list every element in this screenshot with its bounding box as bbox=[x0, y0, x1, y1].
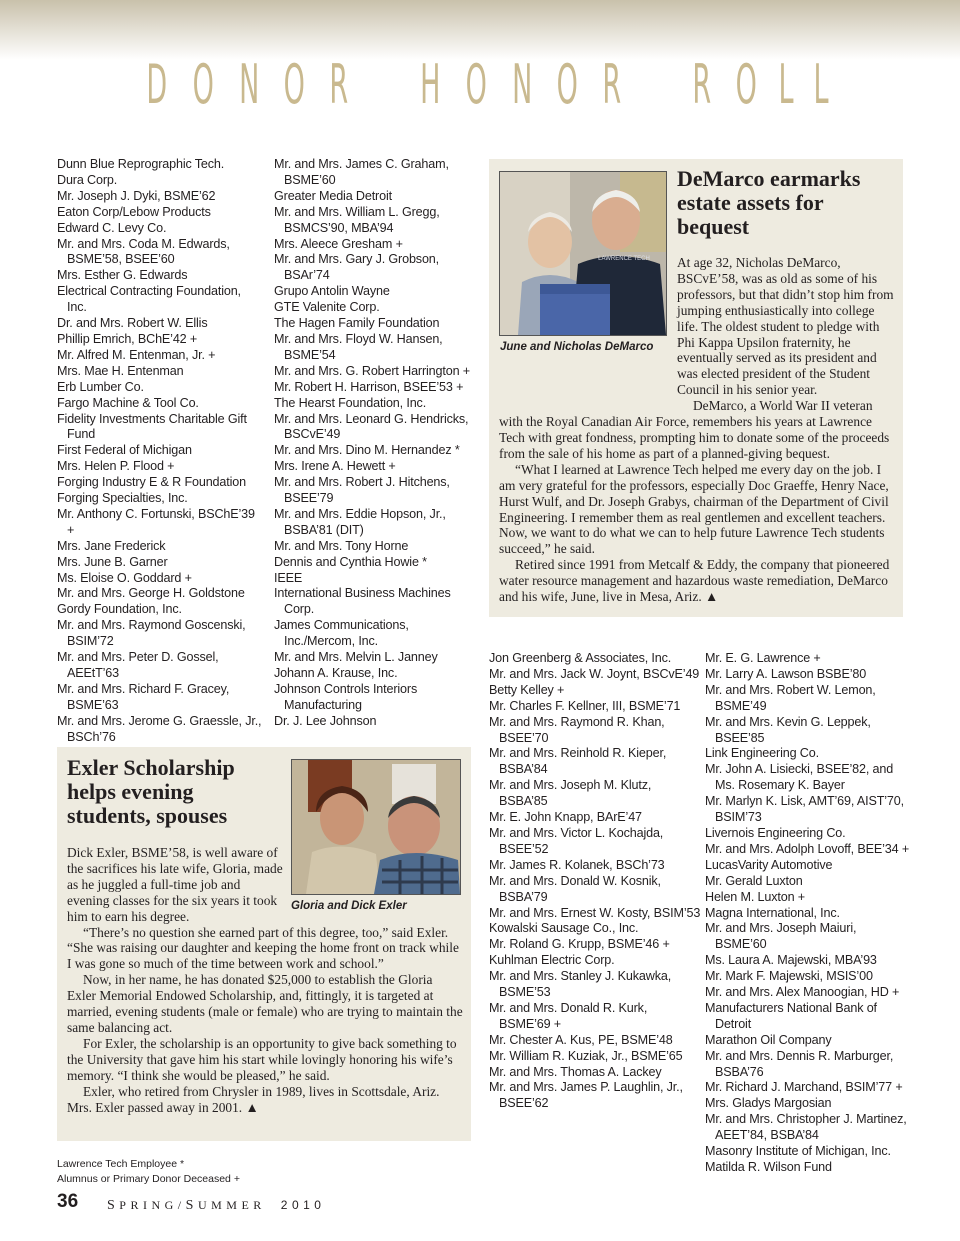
donor-name: Mr. Alfred M. Entenman, Jr. + bbox=[57, 347, 216, 362]
donor-name: Mr. Anthony C. Fortunski, BSChE’39 + bbox=[57, 506, 255, 537]
donor-name: Livernois Engineering Co. bbox=[705, 825, 846, 840]
title-letter: L bbox=[813, 52, 829, 116]
donor-name: Mr. Roland G. Krupp, BSME’46 + bbox=[489, 937, 670, 952]
donor-name: Marathon Oil Company bbox=[705, 1032, 832, 1047]
donor-name: Mr. and Mrs. James P. Laughlin, Jr., BSEE’62 bbox=[489, 1080, 683, 1111]
donor-name: Fargo Machine & Tool Co. bbox=[57, 395, 199, 410]
demarco-paragraph-2: DeMarco, a World War II veteran with the Royal Canadian Air Force, remembers his years at Lawrence Tech with great fondness, prompting him to donate some of the proceeds from the sale of his home as part of a planned-giving bequest. bbox=[499, 398, 890, 461]
donor-name: Mr. and Mrs. Raymond R. Khan, BSEE’70 bbox=[489, 714, 665, 745]
donor-name: International Business Machines Corp. bbox=[274, 586, 451, 617]
donor-name: IEEE bbox=[274, 570, 303, 585]
donor-name: Ms. Laura A. Majewski, MBA’93 bbox=[705, 953, 877, 968]
exler-paragraph-3: Now, in her name, he has donated $25,000 to establish the Gloria Exler Memorial Endowed Scholarship, and, fittingly, it is targeted at married, evening students (male or female) who are trying to maintain the same balancing act. bbox=[67, 972, 463, 1035]
donor-name: The Hagen Family Foundation bbox=[274, 316, 440, 331]
donor-name: Mr. and Mrs. Leonard G. Hendricks, BSCvE’49 bbox=[274, 411, 469, 442]
issue-label bbox=[107, 1198, 325, 1214]
title-letter: R bbox=[602, 52, 622, 116]
donor-name: Helen M. Luxton + bbox=[705, 889, 806, 904]
donor-name: Mr. and Mrs. Adolph Lovoff, BEE’34 + bbox=[705, 841, 910, 856]
header-band bbox=[0, 0, 960, 60]
donor-name: Matilda R. Wilson Fund bbox=[705, 1160, 832, 1174]
donor-name: Dunn Blue Reprographic Tech. bbox=[57, 157, 225, 171]
donor-name: Mr. and Mrs. Christopher J. Martinez, AEET’84, BSBA’84 bbox=[705, 1112, 907, 1143]
donor-name: Mr. E. G. Lawrence + bbox=[705, 651, 821, 665]
donor-name: Link Engineering Co. bbox=[705, 746, 819, 761]
donor-column-2 bbox=[274, 157, 479, 730]
title-letter: L bbox=[778, 52, 795, 116]
donor-name: Jon Greenberg & Associates, Inc. bbox=[489, 651, 672, 665]
symbol-legend bbox=[57, 1157, 240, 1187]
donor-name: Eaton Corp/Lebow Products bbox=[57, 204, 211, 219]
donor-name: Mr. and Mrs. Melvin L. Janney bbox=[274, 650, 438, 665]
demarco-paragraph-4: Retired since 1991 from Metcalf & Eddy, the company that pioneered water resource management and hazardous waste remediation, DeMarco and his wife, June, live in Mesa, Ariz. ▲ bbox=[499, 557, 890, 605]
donor-column-1 bbox=[57, 157, 262, 746]
donor-name: Mrs. Jane Frederick bbox=[57, 538, 166, 553]
donor-name: Forging Industry E & R Foundation bbox=[57, 475, 246, 490]
donor-name: Phillip Emrich, BChE’42 + bbox=[57, 331, 198, 346]
donor-name: Mr. Chester A. Kus, PE, BSME’48 bbox=[489, 1032, 673, 1047]
issue-year: 2010 bbox=[280, 1198, 326, 1212]
donor-name: Mr. James R. Kolanek, BSCh’73 bbox=[489, 857, 665, 872]
donor-column-3 bbox=[489, 651, 701, 1112]
exler-story-box bbox=[57, 747, 471, 1141]
exler-wrap-spacer bbox=[283, 845, 463, 917]
exler-story-text bbox=[67, 845, 463, 1115]
donor-name: Mrs. Gladys Margosian bbox=[705, 1096, 832, 1111]
donor-name: Mr. and Mrs. Jack W. Joynt, BSCvE’49 bbox=[489, 666, 700, 681]
donor-name: Mr. and Mrs. Stanley J. Kukawka, BSME’53 bbox=[489, 969, 672, 1000]
title-letter: O bbox=[283, 52, 306, 116]
donor-name: Mrs. Aleece Gresham + bbox=[274, 236, 403, 251]
demarco-paragraph-1: At age 32, Nicholas DeMarco, BSCvE’58, was as old as some of his professors, but that didn’t stop him from jumping enthusiastically into college life. The oldest student to pledge with Phi Kappa Upsilon fraternity, he eventually served as its president and was elected president of the Student Council in his senior year. bbox=[677, 255, 894, 398]
donor-name: Masonry Institute of Michigan, Inc. bbox=[705, 1144, 891, 1159]
donor-name: Kowalski Sausage Co., Inc. bbox=[489, 921, 639, 936]
donor-name: Mr. and Mrs. James C. Graham, BSME’60 bbox=[274, 157, 449, 187]
donor-name: First Federal of Michigan bbox=[57, 443, 192, 458]
donor-name: Fidelity Investments Charitable Gift Fund bbox=[57, 411, 247, 442]
donor-name: Grupo Antolin Wayne bbox=[274, 284, 390, 299]
donor-name: Mrs. June B. Garner bbox=[57, 554, 168, 569]
title-letter: O bbox=[556, 52, 579, 116]
donor-name: LucasVarity Automotive bbox=[705, 857, 833, 872]
donor-name: Mr. and Mrs. Robert W. Lemon, BSME’49 bbox=[705, 682, 876, 713]
donor-name: The Hearst Foundation, Inc. bbox=[274, 395, 427, 410]
donor-name: Mr. and Mrs. Victor L. Kochajda, BSEE’52 bbox=[489, 825, 664, 856]
donor-name: James Communications, Inc./Mercom, Inc. bbox=[274, 618, 409, 649]
donor-name: Mr. and Mrs. Reinhold R. Kieper, BSBA’84 bbox=[489, 746, 667, 777]
donor-name: Mr. and Mrs. George H. Goldstone bbox=[57, 586, 245, 601]
donor-column-4 bbox=[705, 651, 910, 1176]
donor-name: Manufacturers National Bank of Detroit bbox=[705, 1000, 877, 1031]
donor-name: Mr. and Mrs. Jerome G. Graessle, Jr., BSCh’76 bbox=[57, 713, 262, 744]
donor-name: Mr. Joseph J. Dyki, BSME’62 bbox=[57, 188, 216, 203]
donor-name: Mr. and Mrs. Raymond Goscenski, BSIM’72 bbox=[57, 618, 246, 649]
exler-paragraph-5: Exler, who retired from Chrysler in 1989, lives in Scottsdale, Ariz. Mrs. Exler passed away in 2001. ▲ bbox=[67, 1083, 440, 1115]
donor-name: Edward C. Levy Co. bbox=[57, 220, 167, 235]
donor-name: Mr. Larry A. Lawson BSBE’80 bbox=[705, 666, 867, 681]
issue-word-1: PRING/ bbox=[119, 1198, 186, 1212]
issue-initial-1: S bbox=[107, 1198, 120, 1213]
donor-name: Mr. and Mrs. Joseph Maiuri, BSME’60 bbox=[705, 921, 857, 952]
exler-caption: Gloria and Dick Exler bbox=[291, 900, 407, 912]
donor-name: Mr. Mark F. Majewski, MSIS’00 bbox=[705, 969, 873, 984]
donor-name: Mr. Gerald Luxton bbox=[705, 873, 803, 888]
donor-name: Mr. and Mrs. William L. Gregg, BSMCS’90, MBA’94 bbox=[274, 204, 440, 235]
demarco-story-box bbox=[489, 159, 903, 617]
title-letter: R bbox=[692, 52, 712, 116]
title-letter: O bbox=[192, 52, 214, 116]
donor-name: Dr. and Mrs. Robert W. Ellis bbox=[57, 316, 208, 331]
legend-deceased: Alumnus or Primary Donor Deceased + bbox=[57, 1173, 240, 1185]
donor-name: Mrs. Mae H. Entenman bbox=[57, 363, 184, 378]
page-number: 36 bbox=[57, 1191, 79, 1212]
donor-name: Johann A. Krause, Inc. bbox=[274, 666, 398, 680]
donor-name: Kuhlman Electric Corp. bbox=[489, 953, 615, 968]
demarco-paragraph-3: “What I learned at Lawrence Tech helped me every day on the job. I am very grateful for the professors, especially Doc Graeffe, Henry Nace, Hurst Wulf, and Dr. Joseph Grabys, chairman of the Department of Civil Engineering. I remember them as real gentlemen and excellent teachers. Now, we want to do what we can to help future Lawrence Tech students succeed,” he said. bbox=[499, 461, 889, 557]
donor-name: Mr. and Mrs. Gary J. Grobson, BSAr’74 bbox=[274, 252, 440, 283]
title-letter: O bbox=[465, 52, 487, 116]
donor-name: Mr. and Mrs. Tony Horne bbox=[274, 538, 409, 553]
donor-name: Magna International, Inc. bbox=[705, 905, 840, 920]
exler-paragraph-4: For Exler, the scholarship is an opportunity to give back something to the University that gave him his start while lovingly honoring his wife’s memory. “I think she would be pleased,” he said. bbox=[67, 1035, 457, 1083]
donor-name: Mr. E. John Knapp, BArE’47 bbox=[489, 810, 642, 825]
donor-name: Mr. and Mrs. Alex Manoogian, HD + bbox=[705, 985, 900, 1000]
donor-name: Mr. and Mrs. Dennis R. Marburger, BSBA’76 bbox=[705, 1048, 894, 1079]
donor-name: Mr. and Mrs. Donald R. Kurk, BSME’69 + bbox=[489, 1000, 648, 1031]
demarco-caption: June and Nicholas DeMarco bbox=[500, 341, 654, 353]
donor-name: Forging Specialties, Inc. bbox=[57, 491, 188, 506]
donor-name: Mr. Robert H. Harrison, BSEE’53 + bbox=[274, 379, 464, 394]
donor-name: Johnson Controls Interiors Manufacturing bbox=[274, 681, 418, 712]
donor-name: Mr. Charles F. Kellner, III, BSME’71 bbox=[489, 698, 681, 713]
donor-name: Mr. and Mrs. Joseph M. Klutz, BSBA’85 bbox=[489, 778, 652, 809]
title-letter: R bbox=[329, 52, 349, 116]
shirt-text: LAWRENCE TECH bbox=[598, 256, 650, 262]
donor-name: Mr. John A. Lisiecki, BSEE’82, and Ms. Rosemary K. Bayer bbox=[705, 762, 894, 793]
donor-name: Dr. J. Lee Johnson bbox=[274, 713, 377, 728]
donor-name: Mrs. Esther G. Edwards bbox=[57, 268, 188, 283]
donor-name: Mr. and Mrs. Richard F. Gracey, BSME’63 bbox=[57, 681, 230, 712]
legend-employee: Lawrence Tech Employee * bbox=[57, 1158, 185, 1170]
title-letter: O bbox=[735, 52, 757, 116]
demarco-headline: DeMarco earmarks estate assets for bequest bbox=[677, 166, 861, 239]
donor-name: Dennis and Cynthia Howie * bbox=[274, 554, 427, 569]
donor-name: Electrical Contracting Foundation, Inc. bbox=[57, 284, 241, 315]
donor-name: Erb Lumber Co. bbox=[57, 379, 144, 394]
demarco-wrap-spacer bbox=[499, 255, 677, 408]
issue-word-2: UMMER bbox=[197, 1198, 266, 1212]
donor-name: Mr. and Mrs. Floyd W. Hansen, BSME’54 bbox=[274, 331, 443, 362]
donor-name: Betty Kelley + bbox=[489, 682, 565, 697]
donor-name: Greater Media Detroit bbox=[274, 188, 392, 203]
donor-name: Mrs. Helen P. Flood + bbox=[57, 459, 175, 474]
exler-paragraph-1: Dick Exler, BSME’58, is well aware of the sacrifices his late wife, Gloria, made as he juggled a full-time job and evening classes for the six years it took him to earn his degree. bbox=[67, 845, 283, 924]
title-letter: D bbox=[146, 52, 168, 116]
exler-paragraph-2: “There’s no question she earned part of this degree, too,” said Exler. “She was raising our daughter and keeping the home front on track while I was gone so much of the time between work and school.” bbox=[67, 924, 459, 972]
title-letter: H bbox=[420, 52, 441, 116]
donor-name: Mr. Richard J. Marchand, BSIM’77 + bbox=[705, 1080, 903, 1095]
title-letter: N bbox=[511, 52, 532, 116]
donor-name: GTE Valenite Corp. bbox=[274, 300, 380, 315]
donor-name: Dura Corp. bbox=[57, 172, 118, 187]
demarco-story-text bbox=[499, 255, 895, 605]
donor-name: Mr. and Mrs. Eddie Hopson, Jr., BSBA’81 (DIT) bbox=[274, 506, 446, 537]
donor-name: Mr. and Mrs. Donald W. Kosnik, BSBA’79 bbox=[489, 873, 661, 904]
donor-name: Mr. and Mrs. Kevin G. Leppek, BSEE’85 bbox=[705, 714, 871, 745]
donor-name: Mr. and Mrs. Robert J. Hitchens, BSEE’79 bbox=[274, 475, 450, 506]
donor-name: Mr. and Mrs. Dino M. Hernandez * bbox=[274, 443, 460, 458]
donor-name: Ms. Eloise O. Goddard + bbox=[57, 570, 192, 585]
issue-initial-2: S bbox=[185, 1198, 198, 1213]
exler-headline: Exler Scholarship helps evening students, spouses bbox=[67, 755, 235, 828]
donor-name: Mr. and Mrs. Coda M. Edwards, BSME’58, BSEE’60 bbox=[57, 236, 230, 267]
title-letter: N bbox=[238, 52, 259, 116]
donor-name: Mr. and Mrs. Ernest W. Kosty, BSIM’53 bbox=[489, 905, 701, 920]
donor-name: Gordy Foundation, Inc. bbox=[57, 602, 182, 617]
donor-name: Mr. William R. Kuziak, Jr., BSME’65 bbox=[489, 1048, 683, 1063]
donor-name: Mr. and Mrs. G. Robert Harrington + bbox=[274, 363, 470, 378]
donor-name: Mr. and Mrs. Thomas A. Lackey bbox=[489, 1064, 662, 1079]
donor-name: Mr. Marlyn K. Lisk, AMT’69, AIST’70, BSIM’73 bbox=[705, 794, 904, 825]
page-title bbox=[136, 54, 836, 114]
donor-name: Mr. and Mrs. Peter D. Gossel, AEEtT’63 bbox=[57, 650, 219, 680]
donor-name: Mrs. Irene A. Hewett + bbox=[274, 459, 396, 474]
